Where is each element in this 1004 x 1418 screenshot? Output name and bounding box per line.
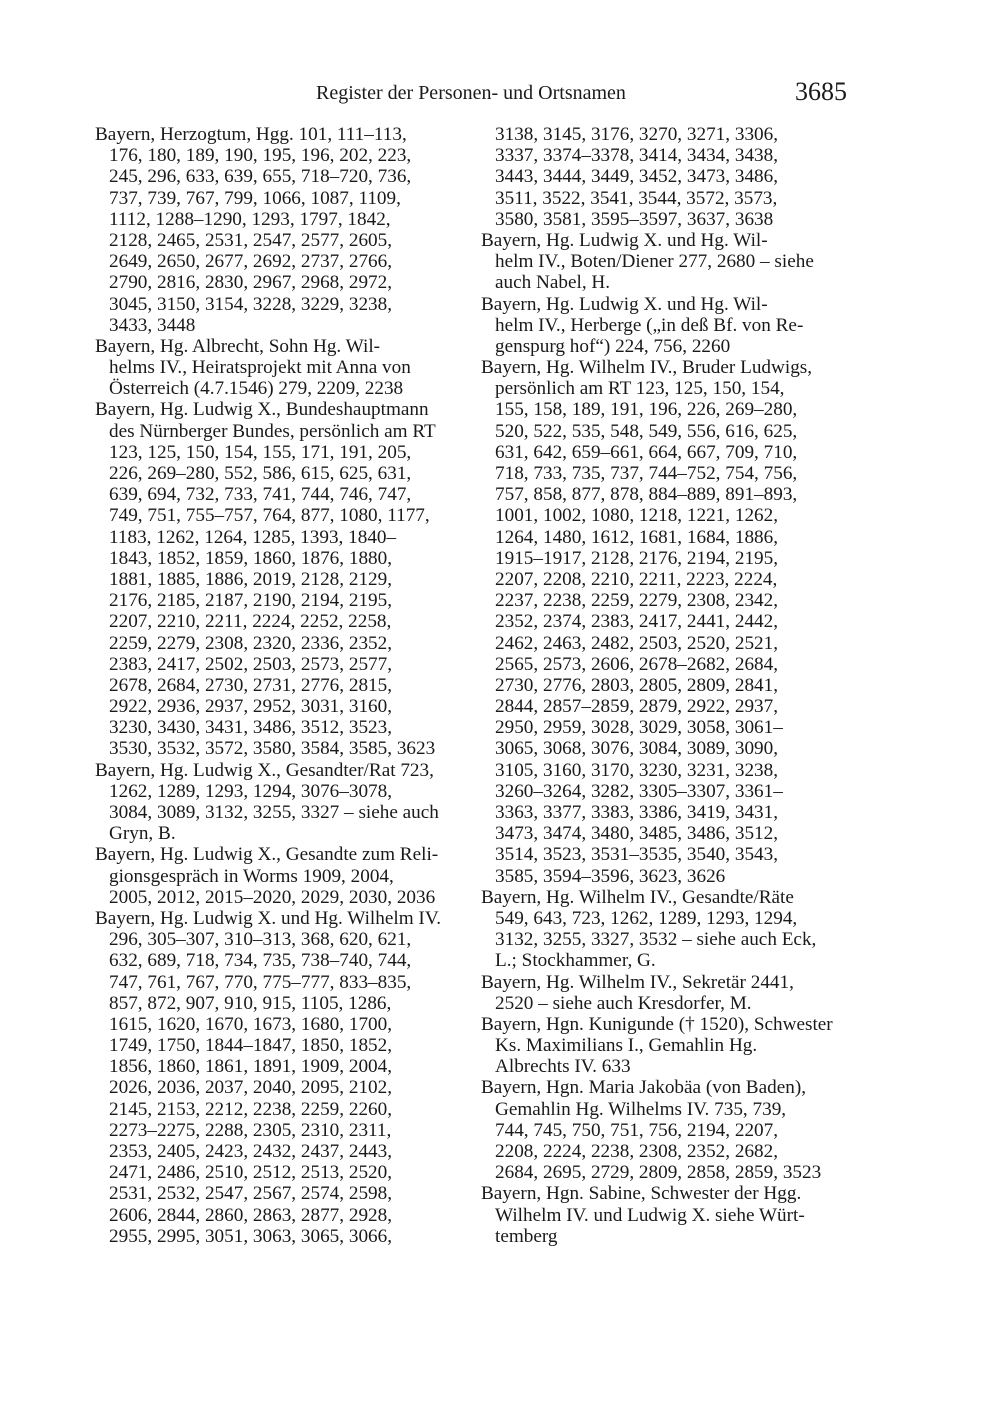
index-entry — [95, 908, 467, 1247]
index-entry-line: 1615, 1620, 1670, 1673, 1680, 1700, — [109, 1013, 393, 1035]
page-number: 3685 — [795, 77, 847, 106]
index-entry — [481, 357, 853, 887]
index-entry-line: 3138, 3145, 3176, 3270, 3271, 3306, — [495, 124, 779, 145]
index-entry-line: 2678, 2684, 2730, 2731, 2776, 2815, — [109, 674, 393, 696]
index-entry-line: Bayern, Hg. Ludwig X. und Hg. Wilhelm IV. — [95, 907, 441, 929]
index-entry-line: Bayern, Hg. Ludwig X., Bundeshauptmann — [95, 399, 429, 421]
index-entry-line: Bayern, Hg. Ludwig X. und Hg. Wil- — [481, 229, 768, 251]
index-entry-line: persönlich am RT 123, 125, 150, 154, — [495, 378, 785, 400]
index-entry-line: Bayern, Hg. Wilhelm IV., Sekretär 2441, — [481, 971, 794, 993]
index-entry-line: 3443, 3444, 3449, 3452, 3473, 3486, — [495, 166, 779, 188]
index-entry-line: 718, 733, 735, 737, 744–752, 754, 756, — [495, 463, 798, 484]
index-entry-line: temberg — [495, 1225, 558, 1247]
index-entry — [481, 1077, 853, 1183]
index-entry-line: Gryn, B. — [109, 823, 176, 845]
index-entry-line: 1001, 1002, 1080, 1218, 1221, 1262, — [495, 505, 779, 527]
index-entry-line: 2955, 2995, 3051, 3063, 3065, 3066, — [109, 1225, 393, 1247]
index-entry-line: 737, 739, 767, 799, 1066, 1087, 1109, — [109, 187, 401, 209]
index-entry-line: 245, 296, 633, 639, 655, 718–720, 736, — [109, 166, 412, 188]
index-entry-line: 2565, 2573, 2606, 2678–2682, 2684, — [495, 653, 779, 675]
index-entry-line: des Nürnberger Bundes, persönlich am RT — [109, 420, 436, 442]
index-entry-line: Bayern, Herzogtum, Hgg. 101, 111–113, — [95, 124, 407, 145]
index-entry-line: 1749, 1750, 1844–1847, 1850, 1852, — [109, 1035, 393, 1057]
index-entry-line: 3084, 3089, 3132, 3255, 3327 – siehe auch — [109, 802, 439, 823]
index-entry-line: 1262, 1289, 1293, 1294, 3076–3078, — [109, 780, 393, 802]
index-entry-line: 3514, 3523, 3531–3535, 3540, 3543, — [495, 844, 779, 866]
index-entry — [95, 844, 467, 908]
index-column-left — [95, 124, 467, 1247]
index-entry-line: 2353, 2405, 2423, 2432, 2437, 2443, — [109, 1141, 393, 1162]
index-entry — [481, 1014, 853, 1078]
index-entry-line: 2531, 2532, 2547, 2567, 2574, 2598, — [109, 1183, 393, 1205]
index-entry-line: Bayern, Hg. Ludwig X. und Hg. Wil- — [481, 293, 768, 315]
index-entry-line: 549, 643, 723, 1262, 1289, 1293, 1294, — [495, 907, 798, 929]
index-entry-line: 3132, 3255, 3327, 3532 – siehe auch Eck, — [495, 929, 817, 951]
index-entry-line: Bayern, Hg. Ludwig X., Gesandte zum Reli- — [95, 844, 439, 866]
index-entry-line: helm IV., Boten/Diener 277, 2680 – siehe — [495, 251, 814, 273]
index-entry-line: 2471, 2486, 2510, 2512, 2513, 2520, — [109, 1162, 393, 1184]
index-entry-line: Österreich (4.7.1546) 279, 2209, 2238 — [109, 378, 404, 400]
index-entry-line: 3045, 3150, 3154, 3228, 3229, 3238, — [109, 293, 393, 315]
index-entry-line: 2026, 2036, 2037, 2040, 2095, 2102, — [109, 1077, 393, 1099]
index-entry-line: 2649, 2650, 2677, 2692, 2737, 2766, — [109, 251, 393, 273]
index-entry-line: 2606, 2844, 2860, 2863, 2877, 2928, — [109, 1204, 393, 1226]
index-entry-line: 631, 642, 659–661, 664, 667, 709, 710, — [495, 441, 798, 463]
index-entry-line: Bayern, Hgn. Kunigunde († 1520), Schwester — [481, 1013, 833, 1035]
index-entry-line: 1183, 1262, 1264, 1285, 1393, 1840– — [109, 526, 397, 548]
index-entry-line: Bayern, Hgn. Sabine, Schwester der Hgg. — [481, 1183, 802, 1205]
index-entry-line: Bayern, Hg. Wilhelm IV., Bruder Ludwigs, — [481, 357, 813, 379]
index-entry-line: 1856, 1860, 1861, 1891, 1909, 2004, — [109, 1056, 393, 1078]
index-entry-line: 3530, 3532, 3572, 3580, 3584, 3585, 3623 — [109, 738, 436, 760]
index-entry-line: genspurg hof“) 224, 756, 2260 — [495, 335, 731, 357]
index-entry-line: L.; Stockhammer, G. — [495, 950, 656, 972]
index-entry-line: 2520 – siehe auch Kresdorfer, M. — [495, 992, 752, 1014]
index-entry-line: 3337, 3374–3378, 3414, 3434, 3438, — [495, 145, 779, 167]
index-entry-line: 3260–3264, 3282, 3305–3307, 3361– — [495, 780, 783, 802]
index-entry — [481, 972, 853, 1014]
index-entry-line: 2383, 2417, 2502, 2503, 2573, 2577, — [109, 653, 393, 675]
index-entry-line: 747, 761, 767, 770, 775–777, 833–835, — [109, 971, 412, 993]
index-entry-line: 744, 745, 750, 751, 756, 2194, 2207, — [495, 1119, 779, 1141]
index-entry-line: 1915–1917, 2128, 2176, 2194, 2195, — [495, 547, 779, 569]
index-entry-line: 639, 694, 732, 733, 741, 744, 746, 747, — [109, 484, 412, 506]
index-entry-line: 226, 269–280, 552, 586, 615, 625, 631, — [109, 463, 412, 484]
index-entry-line: 857, 872, 907, 910, 915, 1105, 1286, — [109, 992, 392, 1014]
index-entry-line: helms IV., Heiratsprojekt mit Anna von — [109, 357, 411, 379]
index-entry — [481, 887, 853, 972]
index-entry — [481, 124, 853, 230]
index-entry-line: 3105, 3160, 3170, 3230, 3231, 3238, — [495, 759, 779, 781]
index-entry-line: 757, 858, 877, 878, 884–889, 891–893, — [495, 484, 798, 506]
index-entry-line: 2950, 2959, 3028, 3029, 3058, 3061– — [495, 717, 783, 739]
index-entry-line: 3230, 3430, 3431, 3486, 3512, 3523, — [109, 717, 393, 739]
index-entry-line: 749, 751, 755–757, 764, 877, 1080, 1177, — [109, 505, 430, 527]
index-entry-line: 2207, 2210, 2211, 2224, 2252, 2258, — [109, 611, 392, 633]
index-entry-line: 520, 522, 535, 548, 549, 556, 616, 625, — [495, 420, 798, 442]
index-entry-line: helm IV., Herberge („in deß Bf. von Re- — [495, 314, 804, 336]
index-entry-line: 1881, 1885, 1886, 2019, 2128, 2129, — [109, 568, 393, 590]
index-entry-line: 2844, 2857–2859, 2879, 2922, 2937, — [495, 696, 779, 718]
index-entry — [95, 124, 467, 336]
index-entry-line: Bayern, Hg. Wilhelm IV., Gesandte/Räte — [481, 886, 794, 908]
index-entry-line: 2128, 2465, 2531, 2547, 2577, 2605, — [109, 229, 393, 251]
index-entry-line: 2145, 2153, 2212, 2238, 2259, 2260, — [109, 1098, 393, 1120]
index-entry-line: 2208, 2224, 2238, 2308, 2352, 2682, — [495, 1141, 779, 1162]
index-entry-line: 155, 158, 189, 191, 196, 226, 269–280, — [495, 399, 798, 421]
index-entry-line: 3065, 3068, 3076, 3084, 3089, 3090, — [495, 738, 779, 760]
index-entry-line: 176, 180, 189, 190, 195, 196, 202, 223, — [109, 145, 412, 167]
index-entry-line: 2730, 2776, 2803, 2805, 2809, 2841, — [495, 674, 779, 696]
running-header-title: Register der Personen- und Ortsnamen — [316, 82, 626, 104]
index-entry — [481, 1183, 853, 1247]
index-entry-line: 2790, 2816, 2830, 2967, 2968, 2972, — [109, 272, 393, 294]
index-entry-line: 3363, 3377, 3383, 3386, 3419, 3431, — [495, 802, 779, 823]
index-entry-line: 2352, 2374, 2383, 2417, 2441, 2442, — [495, 611, 779, 633]
index-entry-line: 3473, 3474, 3480, 3485, 3486, 3512, — [495, 823, 779, 845]
index-entry-line: 2207, 2208, 2210, 2211, 2223, 2224, — [495, 568, 778, 590]
index-entry-line: 2922, 2936, 2937, 2952, 3031, 3160, — [109, 696, 393, 718]
index-entry-line: Wilhelm IV. und Ludwig X. siehe Würt- — [495, 1204, 805, 1226]
index-entry-line: 1112, 1288–1290, 1293, 1797, 1842, — [109, 208, 391, 230]
index-entry — [95, 399, 467, 759]
index-entry-line: Bayern, Hg. Albrecht, Sohn Hg. Wil- — [95, 335, 381, 357]
index-column-right — [481, 124, 853, 1247]
index-entry-line: Gemahlin Hg. Wilhelms IV. 735, 739, — [495, 1098, 787, 1120]
index-entry-line: 1264, 1480, 1612, 1681, 1684, 1886, — [495, 526, 779, 548]
index-entry — [95, 760, 467, 845]
index-entry-line: gionsgespräch in Worms 1909, 2004, — [109, 865, 394, 887]
index-entry-line: 2237, 2238, 2259, 2279, 2308, 2342, — [495, 590, 779, 612]
index-entry-line: Albrechts IV. 633 — [495, 1056, 631, 1078]
index-entry-line: 2176, 2185, 2187, 2190, 2194, 2195, — [109, 590, 393, 612]
index-entry-line: 123, 125, 150, 154, 155, 171, 191, 205, — [109, 441, 412, 463]
index-entry-line: 296, 305–307, 310–313, 368, 620, 621, — [109, 929, 412, 951]
index-entry-line: 1843, 1852, 1859, 1860, 1876, 1880, — [109, 547, 393, 569]
index-entry-line: 3511, 3522, 3541, 3544, 3572, 3573, — [495, 187, 778, 209]
index-entry-line: Bayern, Hg. Ludwig X., Gesandter/Rat 723, — [95, 759, 434, 781]
index-entry — [481, 294, 853, 358]
index-entry-line: 3585, 3594–3596, 3623, 3626 — [495, 865, 726, 887]
index-entry-line: 2005, 2012, 2015–2020, 2029, 2030, 2036 — [109, 886, 436, 908]
index-entry-line: 2273–2275, 2288, 2305, 2310, 2311, — [109, 1119, 392, 1141]
index-entry-line: auch Nabel, H. — [495, 272, 611, 294]
index-entry-line: 2462, 2463, 2482, 2503, 2520, 2521, — [495, 632, 779, 654]
index-entry-line: 2259, 2279, 2308, 2320, 2336, 2352, — [109, 632, 393, 654]
index-entry-line: 2684, 2695, 2729, 2809, 2858, 2859, 3523 — [495, 1162, 822, 1184]
index-entry — [481, 230, 853, 294]
index-entry-line: Ks. Maximilians I., Gemahlin Hg. — [495, 1035, 758, 1057]
index-entry-line: 632, 689, 718, 734, 735, 738–740, 744, — [109, 950, 412, 972]
index-entry-line: 3433, 3448 — [109, 314, 196, 336]
index-entry-line: 3580, 3581, 3595–3597, 3637, 3638 — [495, 208, 774, 230]
index-entry-line: Bayern, Hgn. Maria Jakobäa (von Baden), — [481, 1077, 807, 1099]
index-entry — [95, 336, 467, 400]
